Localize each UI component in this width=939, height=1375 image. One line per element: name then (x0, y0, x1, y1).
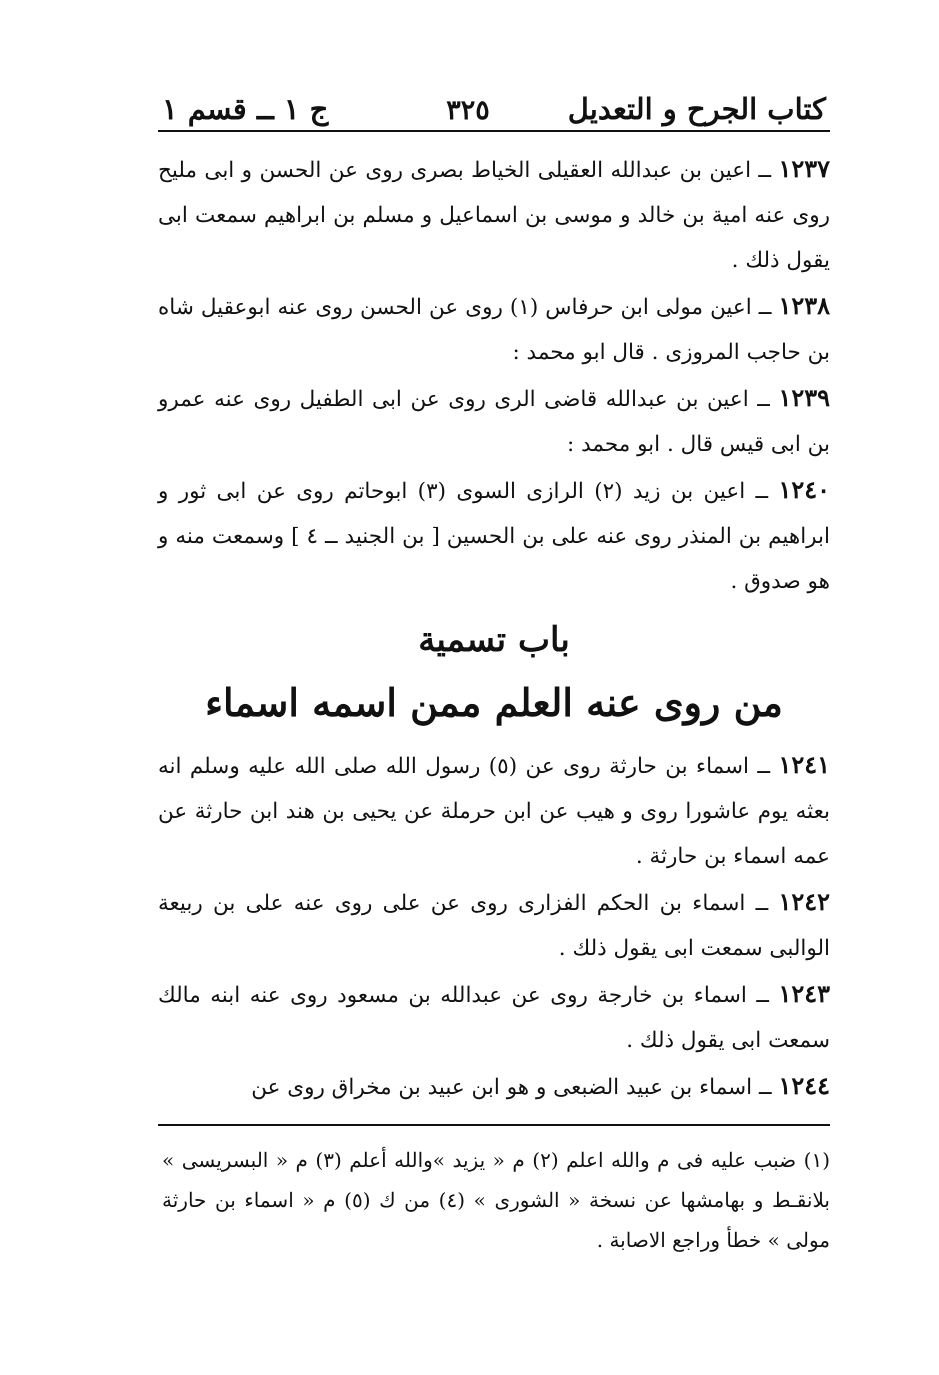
entries-list-2 (158, 742, 830, 1110)
page-header (158, 70, 830, 132)
section-title-line1: باب تسمية (418, 620, 570, 660)
footnote-divider (158, 1124, 830, 1126)
entry-number: ١٢٤٤ (778, 1071, 830, 1100)
entry (158, 467, 830, 604)
entry-text: ــ اعين مولى ابن حرفاس (١) روى عن الحسن روى عنه ابوعقيل شاه بن حاجب المروزى . قال ابو محمد : (158, 295, 830, 365)
entries-list (158, 146, 830, 604)
entry-number: ١٢٤٠ (778, 475, 830, 504)
entry (158, 879, 830, 971)
volume-label: ج ١ ــ قسم ١ (162, 92, 329, 126)
book-title: كتاب الجرح و التعديل (567, 92, 826, 126)
entry-text: ــ اسماء بن خارجة روى عن عبدالله بن مسعود روى عنه ابنه مالك سمعت ابى يقول ذلك . (158, 983, 830, 1053)
footnotes: (١) ضبب عليه فى م والله اعلم (٢) م « يزيد »والله أعلم (٣) م « البسريسى » بلانقـط و بهامشها عن نسخة « الشورى » (٤) من ك (٥) م « اسماء بن حارثة مولى » خطأ وراجع الاصابة . (162, 1148, 830, 1252)
entry-number: ١٢٤٢ (778, 887, 830, 916)
entry (158, 146, 830, 283)
page-number: ٣٢٥ (446, 95, 490, 126)
entry-number: ١٢٤١ (778, 750, 830, 779)
entry-text: ــ اعين بن عبدالله قاضى الرى روى عن ابى الطفيل روى عنه عمرو بن ابى قيس قال . ابو محمد : (158, 387, 830, 457)
entry-text: ــ اعين بن عبدالله العقيلى الخياط بصرى روى عن الحسن و ابى مليح روى عنه امية بن خالد و موسى بن اسماعيل و مسلم بن ابراهيم سمعت ابى يقول ذلك . (158, 158, 830, 273)
entry (158, 283, 830, 375)
entry-text: ــ اسماء بن حارثة روى عن (٥) رسول الله صلى الله عليه وسلم انه بعثه يوم عاشورا روى و هيب عن ابن حرملة عن يحيى بن هند ابن حارثة عن عمه اسماء بن حارثة . (158, 754, 830, 869)
entry (158, 971, 830, 1063)
entry (158, 742, 830, 879)
entry-text: ــ اسماء بن عبيد الضبعى و هو ابن عبيد بن مخراق روى عن (251, 1075, 772, 1100)
book-page (158, 70, 830, 1310)
entry-text: ــ اسماء بن الحكم الفزارى روى عن على روى عنه على بن ربيعة الوالبى سمعت ابى يقول ذلك . (158, 891, 830, 961)
entry-number: ١٢٣٧ (778, 154, 831, 183)
entry-number: ١٢٣٩ (778, 383, 830, 412)
entry-number: ١٢٣٨ (778, 291, 830, 320)
entry (158, 375, 830, 467)
entry-text: ــ اعين بن زيد (٢) الرازى السوى (٣) ابوحاتم روى عن ابى ثور و ابراهيم بن المنذر روى عنه على بن الحسين [ بن الجنيد ــ ٤ ] وسمعت منه و هو صدوق . (158, 479, 830, 594)
entry-number: ١٢٤٣ (778, 979, 830, 1008)
section-title-line2: من روى عنه العلم ممن اسمه اسماء (205, 680, 783, 725)
entry (158, 1063, 830, 1110)
